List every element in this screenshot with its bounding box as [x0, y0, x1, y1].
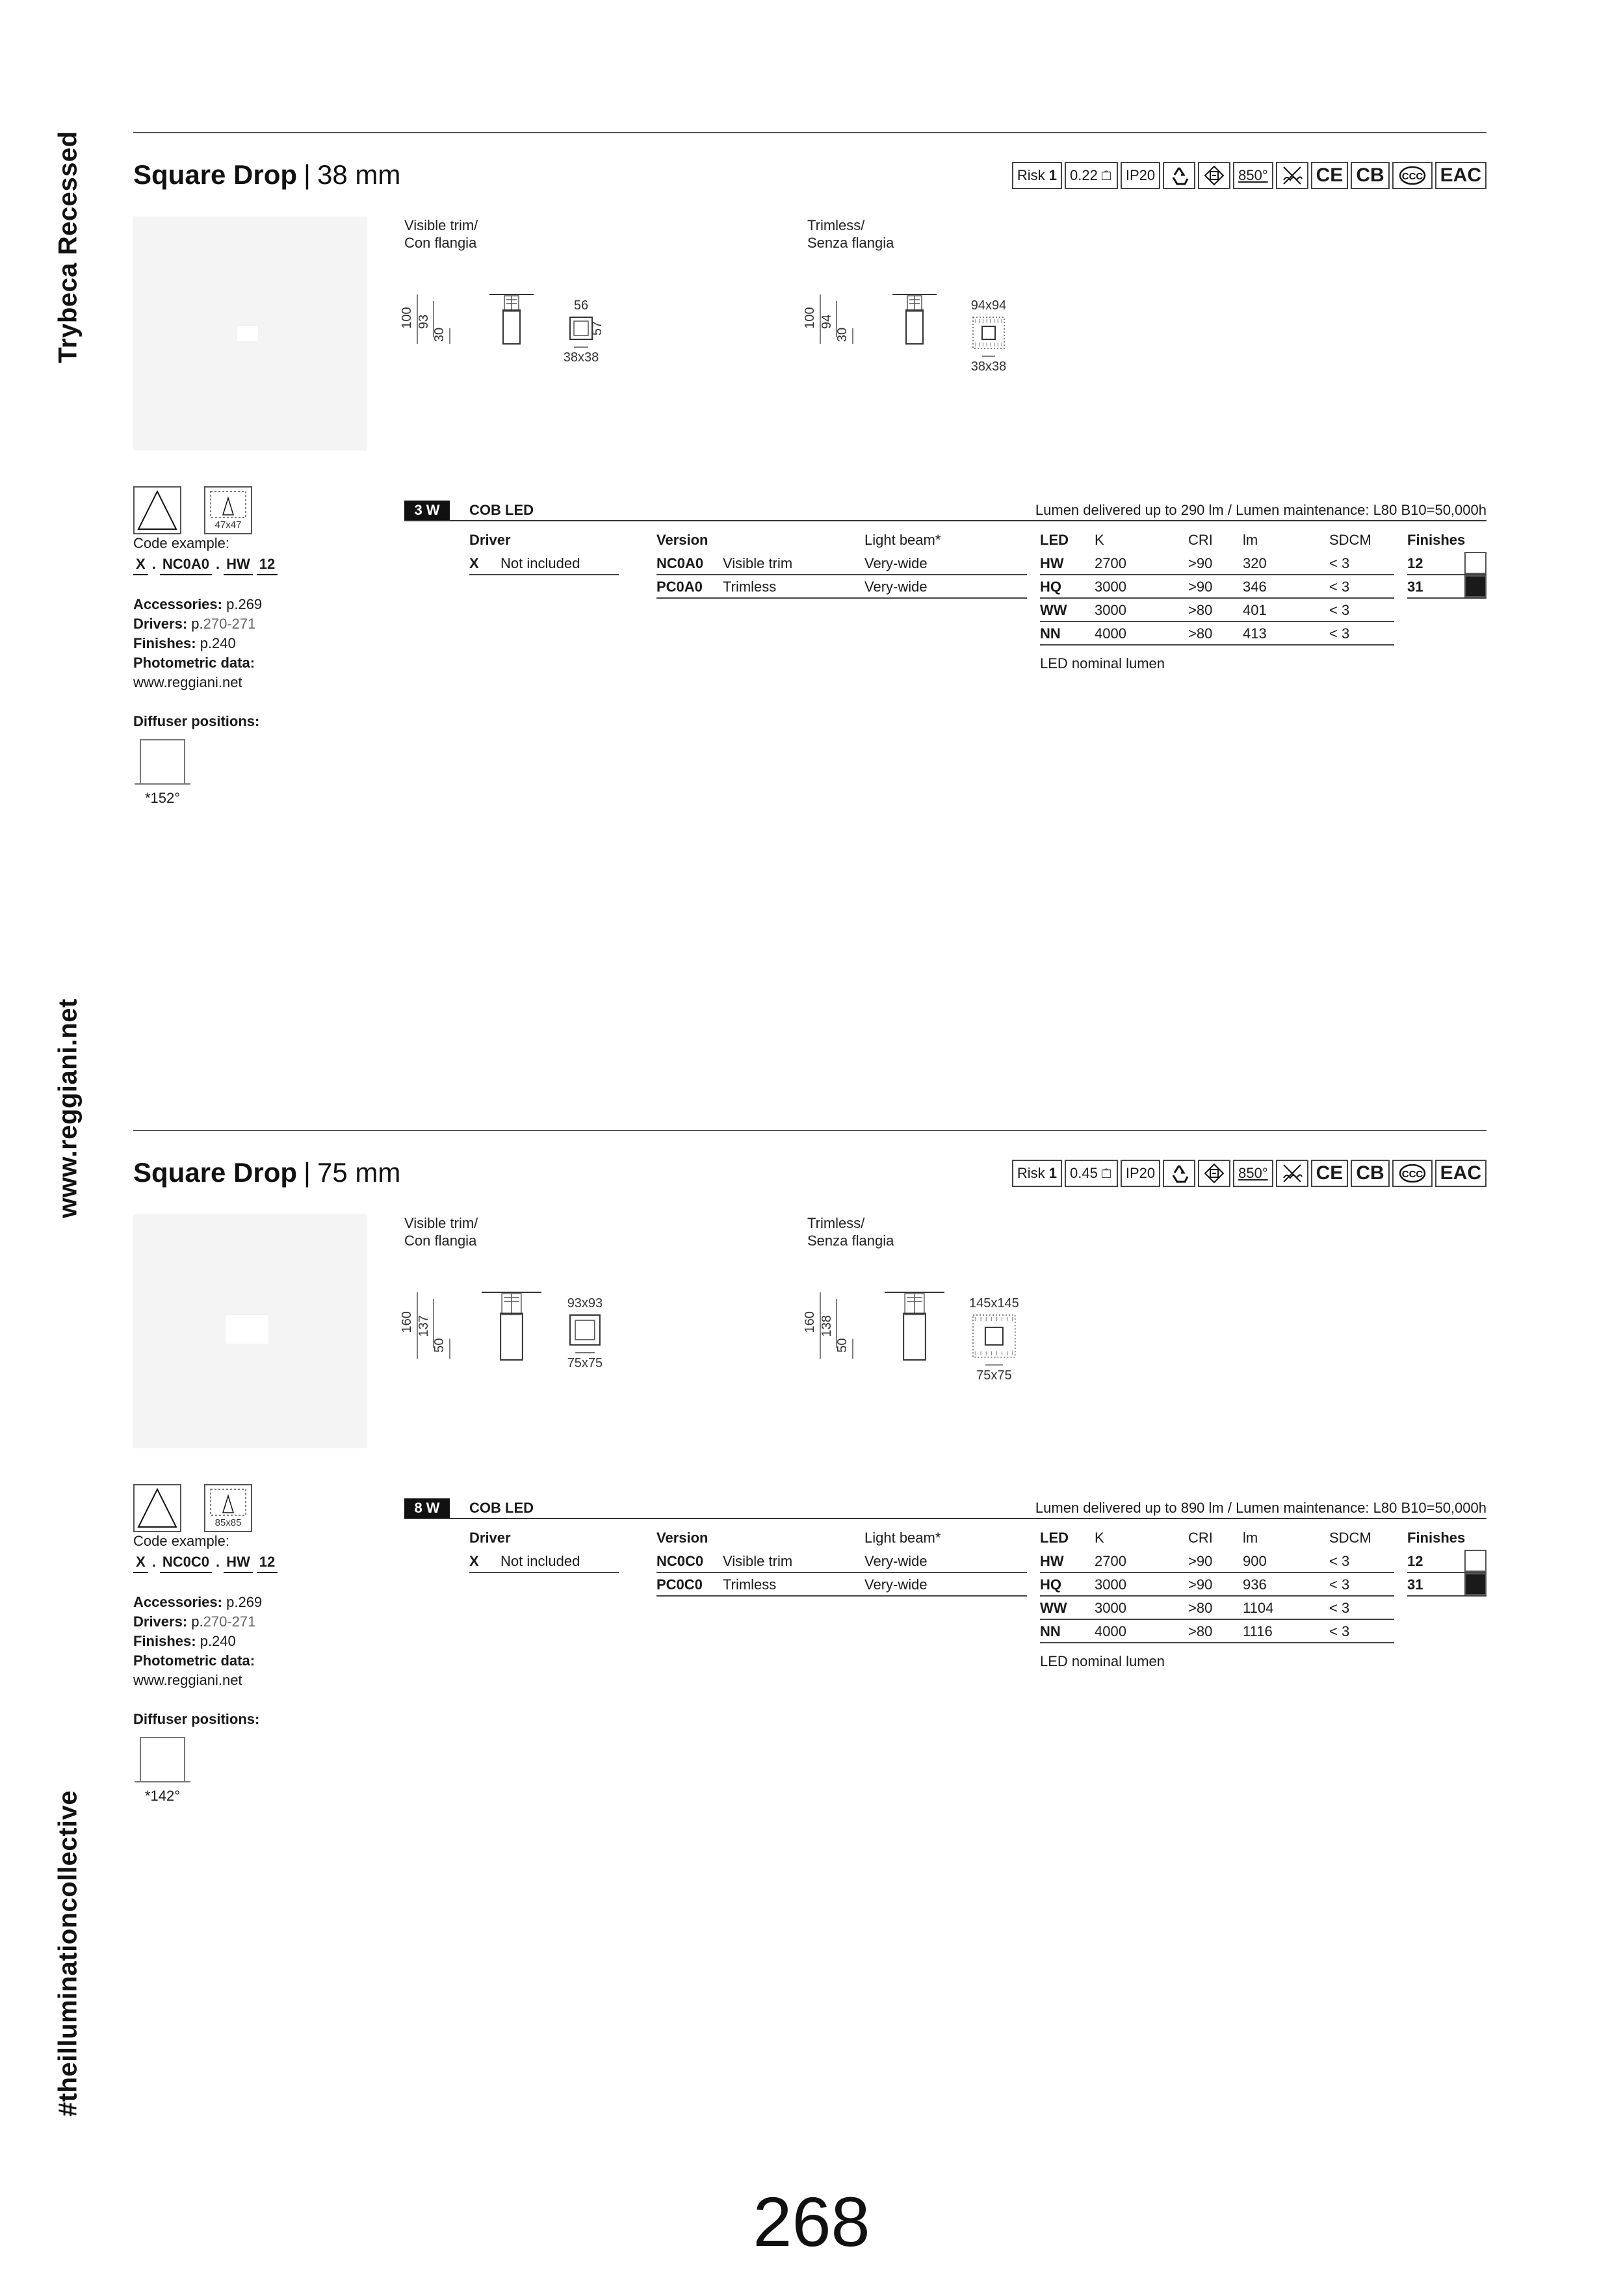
table-cell: PC0C0 [656, 1576, 703, 1593]
table-header [1407, 1526, 1487, 1550]
lumen-info: Lumen delivered up to 290 lm / Lumen maintenance: L80 B10=50,000h [1035, 502, 1487, 518]
led-table [1040, 528, 1394, 646]
no-insulation-cover-icon [1276, 162, 1308, 189]
finishes-link[interactable]: p.240 [200, 1633, 236, 1649]
table-row [656, 575, 1027, 599]
ip-rating-badge: IP20 [1121, 162, 1160, 189]
product-title: Square Drop | 38 mm [133, 159, 401, 190]
code-part: HW [224, 554, 253, 575]
table-header-cell: K [1095, 1530, 1104, 1546]
wattage-badge: 8 W [404, 1498, 450, 1518]
table-cell: HW [1040, 555, 1064, 571]
ce-mark: CE [1311, 162, 1349, 189]
section-divider [133, 132, 1487, 133]
table-cell: 320 [1243, 555, 1267, 571]
power-bar [404, 1497, 1487, 1519]
table-cell: NC0C0 [656, 1553, 704, 1569]
code-part: NC0A0 [160, 554, 212, 575]
table-cell: Driver [469, 1530, 511, 1546]
table-cell: 2700 [1095, 1553, 1126, 1569]
table-cell: >90 [1188, 579, 1213, 595]
table-row [1040, 575, 1394, 599]
product-name: Square Drop [133, 1157, 298, 1188]
trimless-drawing [803, 281, 1080, 431]
table-cell: NC0A0 [656, 555, 704, 571]
visible-trim-label: Visible trim/ Con flangia [404, 1215, 478, 1249]
sidebar-hashtag: #theilluminationcollective [53, 1790, 83, 2117]
power-bar [404, 499, 1487, 521]
table-header-cell: CRI [1188, 532, 1213, 548]
table-header-cell: LED [1040, 1530, 1069, 1546]
table-cell: NN [1040, 625, 1061, 642]
sidebar-website[interactable]: www.reggiani.net [53, 998, 83, 1218]
table-row [1040, 622, 1394, 646]
finishes-link[interactable]: p.240 [200, 635, 236, 651]
table-header-cell: CRI [1188, 1530, 1213, 1546]
trimless-drawing [803, 1279, 1080, 1429]
dimension-label: 38x38 [970, 359, 1007, 374]
code-part: 12 [257, 1552, 278, 1573]
svg-text:47x47: 47x47 [214, 519, 242, 530]
table-header [469, 528, 619, 552]
table-header [469, 1526, 619, 1550]
table-cell: < 3 [1329, 555, 1350, 571]
table-cell: Visible trim [723, 1553, 793, 1569]
dimension-label: 57 [590, 320, 604, 336]
table-cell: Driver [469, 532, 511, 548]
dimension-label: 145x145 [969, 1296, 1019, 1311]
table-cell: < 3 [1329, 625, 1350, 642]
wattage-badge: 3 W [404, 501, 450, 520]
table-row [469, 552, 619, 575]
finishes-table [1407, 528, 1487, 599]
risk-badge: Risk 1 [1012, 1160, 1062, 1187]
dimension-label: 56 [573, 298, 589, 313]
table-cell: Not included [500, 1553, 580, 1569]
dimension-label: 30 [835, 327, 850, 343]
dimension-label: 93x93 [567, 1296, 603, 1311]
dimension-label: 160 [400, 1311, 414, 1333]
code-example-label: Code example: [133, 535, 229, 551]
light-source: COB LED [469, 1500, 534, 1516]
table-cell: 3000 [1095, 1600, 1126, 1616]
cutout-icon [204, 1484, 252, 1532]
table-cell: 936 [1243, 1576, 1267, 1593]
table-cell: 31 [1407, 1576, 1423, 1593]
table-cell: X [469, 1553, 479, 1569]
table-cell: Trimless [723, 1576, 777, 1593]
table-cell: Very-wide [864, 1553, 928, 1569]
beam-angle-icon [133, 1484, 181, 1532]
table-row [1040, 1597, 1394, 1620]
risk-badge: Risk 1 [1012, 162, 1062, 189]
code-part: 12 [257, 554, 278, 575]
recycle-icon [1163, 162, 1195, 189]
table-cell: >90 [1188, 1576, 1213, 1593]
ccc-mark-icon [1392, 162, 1433, 189]
visible-trim-label: Visible trim/ Con flangia [404, 217, 478, 251]
table-cell: Version [656, 532, 708, 548]
eac-mark: EAC [1435, 1160, 1487, 1187]
table-cell: 4000 [1095, 1623, 1126, 1639]
table-cell: Very-wide [864, 1576, 928, 1593]
table-cell: X [469, 555, 479, 571]
table-cell: >80 [1188, 602, 1213, 618]
fixture-image [226, 1315, 268, 1344]
table-cell: Version [656, 1530, 708, 1546]
table-cell: WW [1040, 1600, 1067, 1616]
table-cell: < 3 [1329, 602, 1350, 618]
weight-badge: 0.22 [1065, 162, 1118, 189]
table-row [1040, 599, 1394, 622]
diffuser-positions-label: Diffuser positions: [133, 1711, 260, 1727]
diffuser-angle: *142° [145, 1788, 181, 1804]
code-separator: . [151, 1554, 156, 1570]
table-row [469, 1550, 619, 1573]
diffuser-position-diagram [140, 1737, 185, 1782]
svg-text:CCC: CCC [1401, 1169, 1423, 1180]
table-row [1407, 575, 1487, 599]
table-cell: 3000 [1095, 579, 1126, 595]
dimension-label: 94x94 [970, 298, 1007, 313]
visible-trim-drawing [400, 1279, 677, 1429]
glow-wire-temp-badge: 850° [1233, 162, 1273, 189]
code-part: HW [224, 1552, 253, 1573]
table-cell: 1104 [1243, 1600, 1274, 1616]
product-size: 75 mm [317, 1157, 401, 1188]
table-row [656, 1550, 1027, 1573]
ordering-info [133, 534, 393, 808]
drivers-link[interactable]: 270-271 [203, 616, 256, 632]
code-separator: . [215, 556, 220, 572]
finish-swatch[interactable] [1464, 1573, 1487, 1595]
dimension-label: 38x38 [563, 350, 599, 365]
light-beam-header: Light beam* [864, 1530, 941, 1546]
dimension-label: 75x75 [976, 1368, 1012, 1383]
references: Accessories: p.269 Drivers: p.270-271 Finishes: p.240 Photometric data: www.reggiani.net [133, 595, 393, 692]
svg-text:85x85: 85x85 [214, 1517, 242, 1528]
accessories-link[interactable]: p.269 [226, 596, 263, 612]
table-cell: Not included [500, 555, 580, 571]
visible-trim-drawing [400, 281, 677, 431]
code-example [133, 1552, 393, 1573]
beam-angle-icon [133, 486, 181, 534]
product-section [0, 1130, 1623, 1858]
table-row [656, 552, 1027, 575]
table-row [1040, 1573, 1394, 1597]
beam-icons [133, 1484, 252, 1532]
finish-swatch[interactable] [1464, 575, 1487, 597]
table-cell: < 3 [1329, 579, 1350, 595]
diffuser-positions-label: Diffuser positions: [133, 713, 260, 729]
table-header-cell: K [1095, 532, 1104, 548]
table-row [1040, 1550, 1394, 1573]
table-cell: Finishes [1407, 532, 1466, 548]
product-name: Square Drop [133, 159, 298, 190]
ccc-mark-icon [1392, 1160, 1433, 1187]
table-header-cell: lm [1243, 1530, 1258, 1546]
dimension-label: 100 [803, 307, 817, 329]
table-cell: Finishes [1407, 1530, 1466, 1546]
product-section [0, 132, 1623, 860]
sidebar-collection-name: Trybeca Recessed [53, 131, 83, 363]
table-cell: 900 [1243, 1553, 1267, 1569]
table-cell: Very-wide [864, 579, 928, 595]
trimless-label: Trimless/ Senza flangia [807, 217, 894, 251]
references: Accessories: p.269 Drivers: p.270-271 Finishes: p.240 Photometric data: www.reggiani.net [133, 1593, 393, 1690]
table-cell: WW [1040, 602, 1067, 618]
product-photo [133, 216, 367, 450]
photometric-web-link[interactable]: www.reggiani.net [133, 674, 242, 690]
product-photo [133, 1214, 367, 1448]
beam-icons [133, 486, 252, 534]
table-cell: NN [1040, 1623, 1061, 1639]
driver-class-icon [1198, 162, 1230, 189]
weight-icon [1100, 1167, 1113, 1180]
table-cell: >80 [1188, 1600, 1213, 1616]
driver-table [469, 528, 619, 575]
table-cell: Very-wide [864, 555, 928, 571]
table-row [1040, 1620, 1394, 1643]
table-cell: Trimless [723, 579, 777, 595]
dimension-label: 30 [432, 327, 447, 343]
table-cell: 2700 [1095, 555, 1126, 571]
table-cell: 4000 [1095, 625, 1126, 642]
code-part: NC0C0 [160, 1552, 212, 1573]
table-row [1407, 1573, 1487, 1597]
recycle-icon [1163, 1160, 1195, 1187]
table-cell: 346 [1243, 579, 1267, 595]
table-header [1040, 528, 1394, 552]
led-table [1040, 1526, 1394, 1643]
light-source: COB LED [469, 502, 534, 518]
certification-icons [1012, 1160, 1487, 1187]
table-row [1407, 1550, 1487, 1573]
section-divider [133, 1130, 1487, 1131]
lumen-info: Lumen delivered up to 890 lm / Lumen maintenance: L80 B10=50,000h [1035, 1500, 1487, 1516]
table-row [656, 1573, 1027, 1597]
table-cell: >80 [1188, 1623, 1213, 1639]
finish-swatch[interactable] [1464, 1550, 1487, 1572]
led-note: LED nominal lumen [1040, 655, 1165, 672]
eac-mark: EAC [1435, 162, 1487, 189]
code-part: X [133, 554, 148, 575]
table-cell: 3000 [1095, 1576, 1126, 1593]
photometric-web-link[interactable]: www.reggiani.net [133, 1672, 242, 1688]
dimension-label: 100 [400, 307, 414, 329]
ip-rating-badge: IP20 [1121, 1160, 1160, 1187]
no-insulation-cover-icon [1276, 1160, 1308, 1187]
fixture-image [237, 326, 258, 341]
weight-badge: 0.45 [1065, 1160, 1118, 1187]
table-cell: < 3 [1329, 1576, 1350, 1593]
table-cell: 401 [1243, 602, 1267, 618]
table-cell: PC0A0 [656, 579, 703, 595]
table-header [1407, 528, 1487, 552]
table-cell: HW [1040, 1553, 1064, 1569]
table-cell: 3000 [1095, 602, 1126, 618]
diffuser-angle: *152° [145, 790, 181, 806]
table-cell: >90 [1188, 1553, 1213, 1569]
table-header-cell: lm [1243, 532, 1258, 548]
code-separator: . [215, 1554, 220, 1570]
dimension-label: 93 [417, 314, 431, 330]
table-cell: 31 [1407, 579, 1423, 595]
table-row [1040, 552, 1394, 575]
certification-icons [1012, 162, 1487, 189]
table-cell: >90 [1188, 555, 1213, 571]
table-header-cell: SDCM [1329, 1530, 1371, 1546]
code-example-label: Code example: [133, 1533, 229, 1549]
driver-table [469, 1526, 619, 1573]
driver-class-icon [1198, 1160, 1230, 1187]
light-beam-header: Light beam* [864, 532, 941, 548]
table-row [1407, 552, 1487, 575]
cutout-icon [204, 486, 252, 534]
table-header [656, 528, 1027, 552]
page-number: 268 [753, 2182, 870, 2261]
table-header-cell: SDCM [1329, 532, 1371, 548]
weight-icon [1100, 169, 1113, 182]
code-separator: . [151, 556, 156, 572]
cb-mark: CB [1351, 1160, 1389, 1187]
table-header [1040, 1526, 1394, 1550]
drivers-link[interactable]: 270-271 [203, 1613, 256, 1630]
accessories-link[interactable]: p.269 [226, 1594, 263, 1610]
diffuser-position-diagram [140, 739, 185, 785]
cb-mark: CB [1351, 162, 1389, 189]
table-cell: < 3 [1329, 1600, 1350, 1616]
table-cell: 12 [1407, 1553, 1423, 1569]
table-cell: HQ [1040, 1576, 1061, 1593]
table-header-cell: LED [1040, 532, 1069, 548]
dimension-label: 137 [417, 1315, 431, 1337]
dimension-label: 75x75 [567, 1355, 603, 1370]
dimension-label: 50 [432, 1338, 447, 1353]
table-cell: Visible trim [723, 555, 793, 571]
led-note: LED nominal lumen [1040, 1653, 1165, 1669]
table-cell: >80 [1188, 625, 1213, 642]
ce-mark: CE [1311, 1160, 1349, 1187]
version-table [656, 528, 1027, 599]
finishes-table [1407, 1526, 1487, 1597]
dimension-label: 160 [803, 1311, 817, 1333]
finish-swatch[interactable] [1464, 552, 1487, 574]
table-cell: 1116 [1243, 1623, 1273, 1639]
code-example [133, 554, 393, 575]
table-cell: < 3 [1329, 1623, 1350, 1639]
dimension-label: 94 [820, 314, 834, 330]
code-part: X [133, 1552, 148, 1573]
table-cell: < 3 [1329, 1553, 1350, 1569]
table-cell: 413 [1243, 625, 1267, 642]
version-table [656, 1526, 1027, 1597]
product-title: Square Drop | 75 mm [133, 1157, 401, 1188]
table-header [656, 1526, 1027, 1550]
trimless-label: Trimless/ Senza flangia [807, 1215, 894, 1249]
dimension-label: 138 [820, 1315, 834, 1337]
svg-text:CCC: CCC [1401, 171, 1423, 182]
ordering-info [133, 1532, 393, 1806]
table-cell: HQ [1040, 579, 1061, 595]
product-size: 38 mm [317, 159, 401, 190]
dimension-label: 50 [835, 1338, 850, 1353]
glow-wire-temp-badge: 850° [1233, 1160, 1273, 1187]
table-cell: 12 [1407, 555, 1423, 571]
